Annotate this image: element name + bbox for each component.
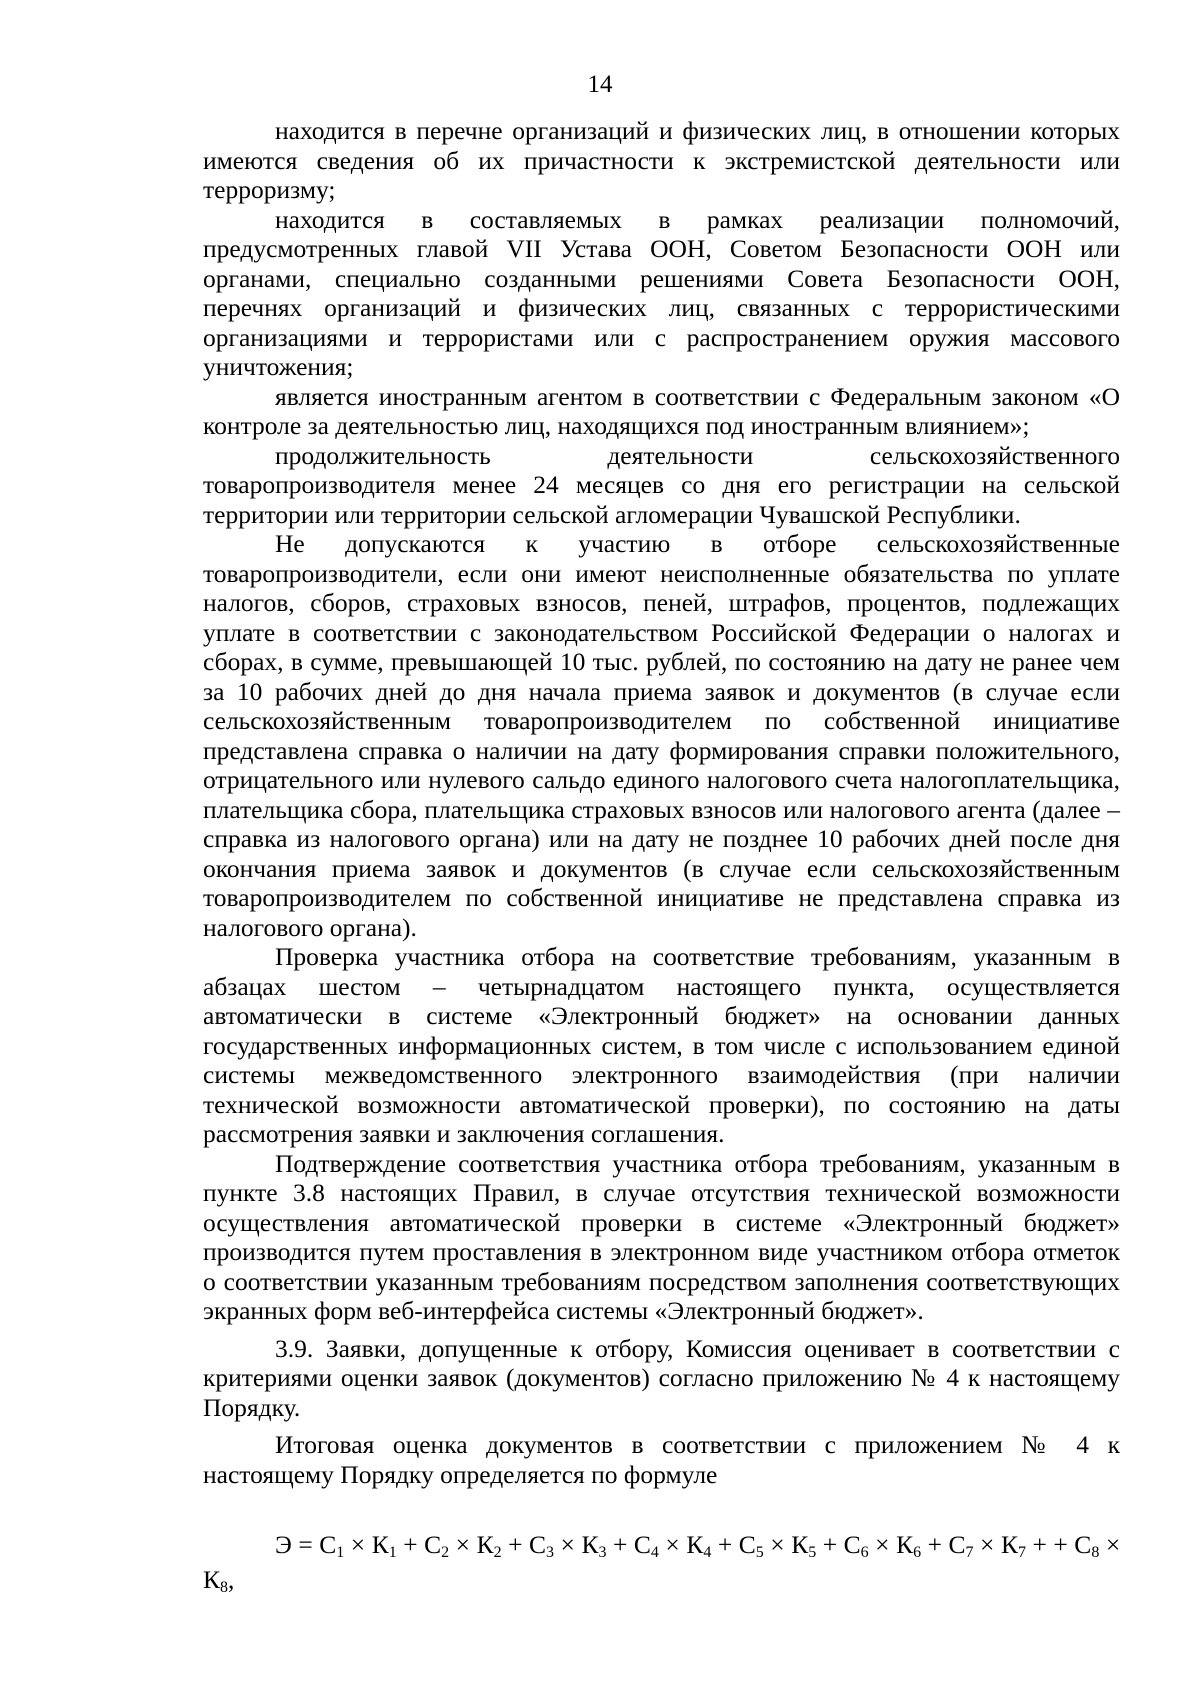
paragraph-automatic-check: Проверка участника отбора на соответствие требованиям, указанным в абзацах шестом – четырнадцатом настоящего пункта, осуществляется автоматически в системе «Электронный бюджет» на основании данных государственных информационных систем, в том числе с использованием единой системы межведомственного электронного взаимодействия (при наличии технической возможности автоматической проверки), по состоянию на даты рассмотрения заявки и заключения соглашения. — [203, 942, 1120, 1148]
paragraph-foreign-agent: является иностранным агентом в соответствии с Федеральным законом «О контроле за деятельностью лиц, находящихся под иностранным влиянием»; — [203, 381, 1120, 440]
score-formula: $Э = С_1 \times К_1 + С_2 \times К_2 + С_3 \times К_3 + С_4 \times К_4 + С_5 \times К_5 + С_6 \times К_6 + С_7 \times К_7$ + + $С_8 \times К_8$, — [203, 1530, 1121, 1596]
paragraph-tax-obligations: Не допускаются к участию в отборе сельскохозяйственные товаропроизводители, если они имеют неисполненные обязательства по уплате налогов, сборов, страховых взносов, пеней, штрафов, процентов, подлежащих уплате в соответствии с законодательством Российской Федерации о налогах и сборах, в сумме, превышающей 10 тыс. рублей, по состоянию на дату не ранее чем за 10 рабочих дней до дня начала приема заявок и документов (в случае если сельскохозяйственным товаропроизводителем по собственной инициативе представлена справка о наличии на дату формирования справки положительного, отрицательного или нулевого сальдо единого налогового счета налогоплательщика, плательщика сбора, плательщика страховых взносов или налогового агента (далее – справка из налогового органа) или на дату не позднее 10 рабочих дней после дня окончания приема заявок и документов (в случае если сельскохозяйственным товаропроизводителем по собственной инициативе не представлена справка из налогового органа). — [203, 529, 1120, 942]
paragraph-activity-duration: продолжительность деятельности сельскохозяйственного товаропроизводителя менее 24 месяцев со дня его регистрации на сельской территории или территории сельской агломерации Чувашской Республики. — [203, 440, 1120, 529]
paragraph-extremism-list: находится в перечне организаций и физических лиц, в отношении которых имеются сведения об их причастности к экстремистской деятельности или терроризму; — [203, 116, 1120, 204]
paragraph-un-sanctions-list: находится в составляемых в рамках реализации полномочий, предусмотренных главой VII Устава ООН, Советом Безопасности ООН или органами, специально созданными решениями Совета Безопасности ООН, перечнях организаций и физических лиц, связанных с террористическими организациями и террористами или с распространением оружия массового уничтожения; — [203, 204, 1120, 381]
document-body — [203, 116, 1120, 1597]
page-number: 14 — [587, 71, 613, 98]
paragraph-3-9-evaluation: 3.9. Заявки, допущенные к отбору, Комиссия оценивает в соответствии с критериями оценки заявок (документов) согласно приложению № 4 к настоящему Порядку. — [203, 1333, 1120, 1422]
paragraph-compliance-confirmation: Подтверждение соответствия участника отбора требованиям, указанным в пункте 3.8 настоящих Правил, в случае отсутствия технической возможности осуществления автоматической проверки в системе «Электронный бюджет» производится путем проставления в электронном виде участником отбора отметок о соответствии указанным требованиям посредством заполнения соответствующих экранных форм веб-интерфейса системы «Электронный бюджет». — [203, 1148, 1120, 1325]
paragraph-final-score: Итоговая оценка документов в соответствии с приложением № 4 к настоящему Порядку определяется по формуле — [203, 1430, 1120, 1489]
